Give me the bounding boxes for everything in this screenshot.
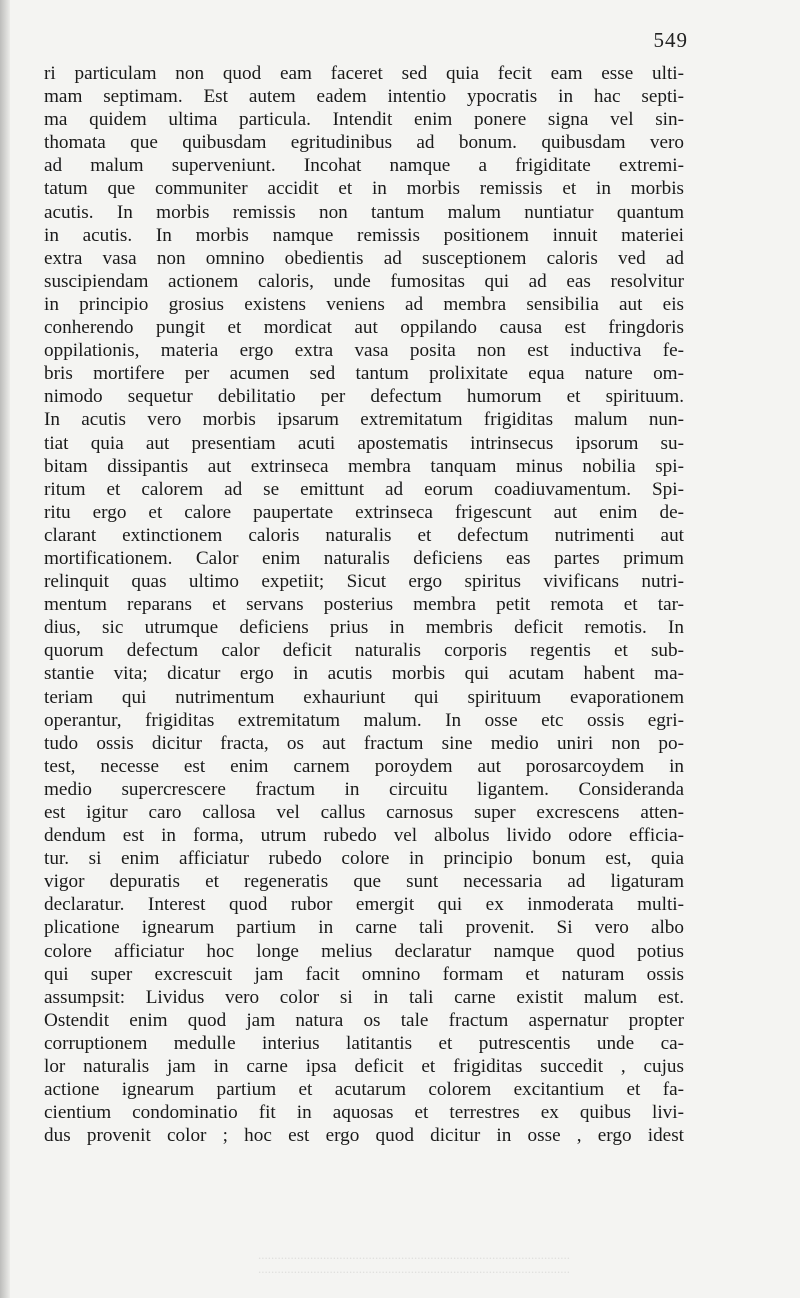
text-line: test, necesse est enim carnem poroydem aut porosarcoydem in	[44, 755, 684, 777]
text-line: suscipiendam actionem caloris, unde fumositas qui ad eas resolvitur	[44, 270, 684, 292]
text-line: ritu ergo et calore paupertate extrinseca frigescunt aut enim de-	[44, 501, 684, 523]
text-line: clarant extinctionem caloris naturalis et defectum nutrimenti aut	[44, 524, 684, 546]
text-line: mortificationem. Calor enim naturalis deficiens eas partes primum	[44, 547, 684, 569]
page-body-text	[44, 62, 684, 1147]
text-line: ri particulam non quod eam faceret sed quia fecit eam esse ulti-	[44, 63, 684, 84]
text-line: ritum et calorem ad se emittunt ad eorum coadiuvamentum. Spi-	[44, 478, 684, 500]
text-line: bris mortifere per acumen sed tantum prolixitate equa nature om-	[44, 363, 684, 385]
text-line: oppilationis, materia ergo extra vasa posita non est inductiva fe-	[44, 340, 684, 362]
text-line: qui super excrescuit jam facit omnino formam et naturam ossis	[44, 963, 684, 985]
text-line: operantur, frigiditas extremitatum malum. In osse etc ossis egri-	[44, 709, 684, 731]
page-number: 549	[653, 28, 688, 52]
text-line: teriam qui nutrimentum exhauriunt qui spirituum evaporationem	[44, 686, 684, 708]
text-line: thomata que quibusdam egritudinibus ad bonum. quibusdam vero	[44, 132, 684, 154]
text-line: relinquit quas ultimo expetiit; Sicut ergo spiritus vivificans nutri-	[44, 571, 684, 593]
text-line: tatum que communiter accidit et in morbis remissis et in morbis	[44, 178, 684, 200]
text-line: bitam dissipantis aut extrinseca membra tanquam minus nobilia spi-	[44, 455, 684, 477]
text-line: Ostendit enim quod jam natura os tale fractum aspernatur propter	[44, 1009, 684, 1031]
text-line: mentum reparans et servans posterius membra petit remota et tar-	[44, 594, 684, 616]
text-line: In acutis vero morbis ipsarum extremitatum frigiditas malum nun-	[44, 409, 684, 431]
text-line: nimodo sequetur debilitatio per defectum humorum et spirituum.	[44, 386, 684, 408]
text-line: plicatione ignearum partium in carne tali provenit. Si vero albo	[44, 917, 684, 939]
text-line: in principio grosius existens veniens ad membra sensibilia aut eis	[44, 293, 684, 315]
text-line: stantie vita; dicatur ergo in acutis morbis qui acutam habent ma-	[44, 663, 684, 685]
scan-edge-shadow	[0, 0, 10, 1298]
text-line: vigor depuratis et regeneratis que sunt necessaria ad ligaturam	[44, 871, 684, 893]
text-line: quorum defectum calor deficit naturalis corporis regentis et sub-	[44, 640, 684, 662]
text-line: tur. si enim afficiatur rubedo colore in principio bonum est, quia	[44, 848, 684, 870]
text-line: conherendo pungit et mordicat aut oppilando causa est fringdoris	[44, 317, 684, 339]
text-line: tiat quia aut presentiam acuti apostematis intrinsecus ipsorum su-	[44, 432, 684, 454]
text-line: est igitur caro callosa vel callus carnosus super excrescens atten-	[44, 802, 684, 823]
text-line: acutis. In morbis remissis non tantum malum nuntiatur quantum	[44, 201, 684, 223]
text-line: dus provenit color ; hoc est ergo quod dicitur in osse , ergo idest	[44, 1125, 684, 1147]
text-line: medio supercrescere fractum in circuitu ligantem. Consideranda	[44, 778, 684, 800]
text-line: assumpsit: Lividus vero color si in tali carne existit malum est.	[44, 986, 684, 1008]
text-line: declaratur. Interest quod rubor emergit qui ex inmoderata multi-	[44, 894, 684, 916]
text-line: extra vasa non omnino obedientis ad susceptionem caloris ved ad	[44, 247, 684, 269]
text-line: colore afficiatur hoc longe melius declaratur namque quod potius	[44, 940, 684, 962]
text-line: dius, sic utrumque deficiens prius in membris deficit remotis. In	[44, 617, 684, 639]
text-line: cientium condominatio fit in aquosas et terrestres ex quibus livi-	[44, 1102, 684, 1124]
text-line: lor naturalis jam in carne ipsa deficit et frigiditas succedit , cujus	[44, 1056, 684, 1078]
text-line: ad malum superveniunt. Incohat namque a frigiditate extremi-	[44, 155, 684, 177]
text-line: actione ignearum partium et acutarum colorem excitantium et fa-	[44, 1079, 684, 1101]
text-line: corruptionem medulle interius latitantis et putrescentis unde ca-	[44, 1032, 684, 1054]
text-line: in acutis. In morbis namque remissis positionem innuit materiei	[44, 224, 684, 246]
show-through-bleed: ................................................................................................ ................................................................................................	[258, 1248, 570, 1276]
text-line: tudo ossis dicitur fracta, os aut fractum sine medio uniri non po-	[44, 732, 684, 754]
text-line: mam septimam. Est autem eadem intentio ypocratis in hac septi-	[44, 86, 684, 108]
text-line: ma quidem ultima particula. Intendit enim ponere signa vel sin-	[44, 109, 684, 131]
text-line: dendum est in forma, utrum rubedo vel albolus livido odore efficia-	[44, 825, 684, 847]
